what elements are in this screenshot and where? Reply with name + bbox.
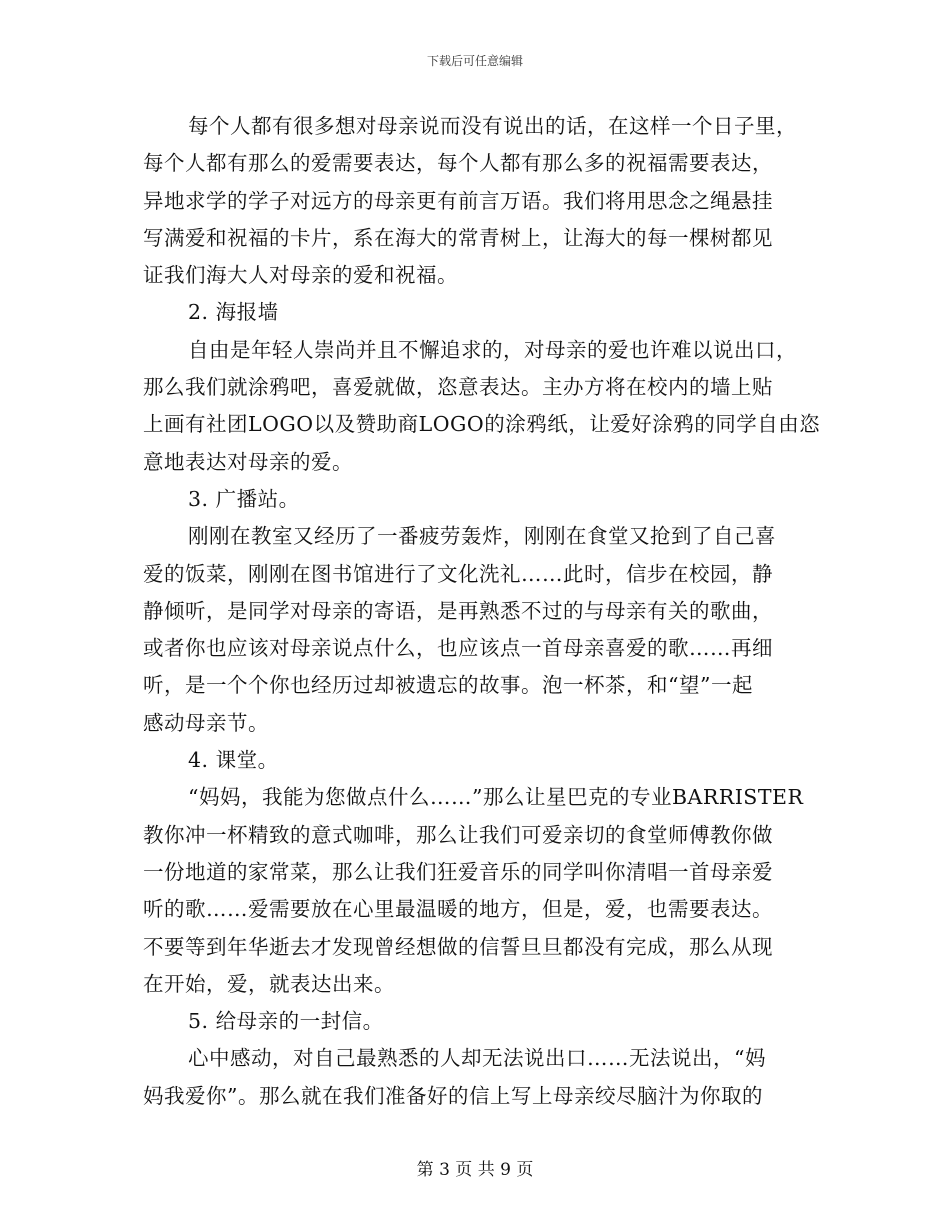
text-line: 每个人都有很多想对母亲说而没有说出的话，在这样一个日子里，	[188, 114, 797, 138]
text-line: 不要等到年华逝去才发现曾经想做的信誓旦旦都没有完成，那么从现	[143, 934, 773, 959]
text-line: 4. 课堂。	[188, 748, 279, 773]
text-line: 听，是一个个你也经历过却被遗忘的故事。泡一杯茶，和“望”一起	[143, 673, 753, 698]
text-line: 心中感动，对自己最熟悉的人却无法说出口……无法说出，“妈	[188, 1046, 766, 1071]
text-line: 静倾听，是同学对母亲的寄语，是再熟悉不过的与母亲有关的歌曲，	[143, 598, 773, 623]
text-line: 3. 广播站。	[188, 486, 300, 511]
text-line: 意地表达对母亲的爱。	[143, 449, 353, 474]
text-line: 每个人都有那么的爱需要表达，每个人都有那么多的祝福需要表达，	[143, 151, 773, 176]
text-line: 感动母亲节。	[143, 710, 269, 735]
text-line: 5. 给母亲的一封信。	[188, 1009, 384, 1034]
text-line: 教你冲一杯精致的意式咖啡，那么让我们可爱亲切的食堂师傅教你做	[143, 822, 773, 847]
text-line: 一份地道的家常菜，那么让我们狂爱音乐的同学叫你清唱一首母亲爱	[143, 859, 773, 884]
text-line: 那么我们就涂鸦吧，喜爱就做，恣意表达。主办方将在校内的墙上贴	[143, 375, 773, 400]
text-line: 写满爱和祝福的卡片，系在海大的常青树上，让海大的每一棵树都见	[143, 225, 773, 250]
page-footer: 第 3 页 共 9 页	[416, 1160, 534, 1180]
text-line: 2. 海报墙	[188, 300, 279, 325]
page-header: 下载后可任意编辑	[426, 54, 523, 68]
text-line: 证我们海大人对母亲的爱和祝福。	[143, 263, 458, 288]
text-line: 异地求学的学子对远方的母亲更有前言万语。我们将用思念之绳悬挂	[143, 188, 773, 213]
text-line: 上画有社团LOGO以及赞助商LOGO的涂鸦纸，让爱好涂鸦的同学自由恣	[143, 412, 821, 437]
text-line: “妈妈，我能为您做点什么……”那么让星巴克的专业BARRISTER	[188, 785, 804, 810]
text-line: 自由是年轻人崇尚并且不懈追求的，对母亲的爱也许难以说出口，	[188, 337, 797, 362]
document-body	[143, 108, 821, 1115]
text-line: 听的歌……爱需要放在心里最温暖的地方，但是，爱，也需要表达。	[143, 897, 773, 922]
text-line: 在开始，爱，就表达出来。	[143, 971, 395, 996]
text-line: 爱的饭菜，刚刚在图书馆进行了文化洗礼……此时，信步在校园，静	[143, 561, 773, 586]
text-line: 或者你也应该对母亲说点什么，也应该点一首母亲喜爱的歌……再细	[143, 636, 773, 661]
text-line: 刚刚在教室又经历了一番疲劳轰炸，刚刚在食堂又抢到了自己喜	[188, 524, 776, 549]
text-line: 妈我爱你”。那么就在我们准备好的信上写上母亲绞尽脑汁为你取的	[143, 1083, 763, 1108]
